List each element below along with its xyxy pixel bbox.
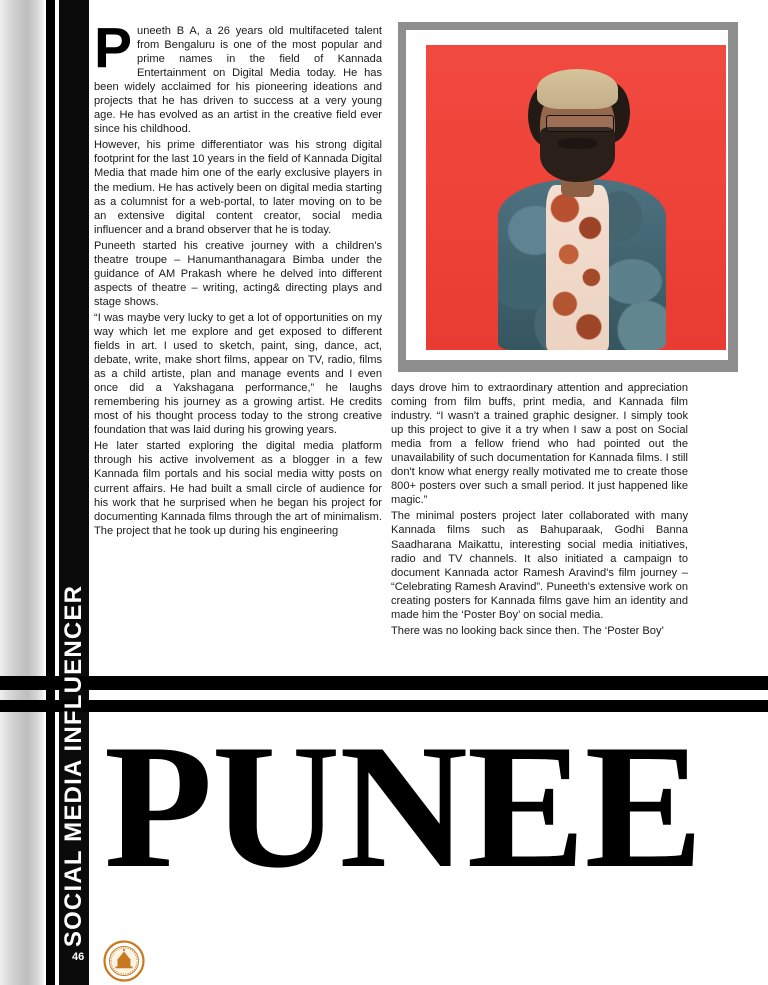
article-right-column <box>391 381 688 640</box>
photo-beard <box>540 127 615 182</box>
paragraph: days drove him to extraordinary attention and appreciation coming from film buffs, print media, and Kannada film industry. “I wasn't a trained graphic designer. I simply took up this project to give it a try when I saw a post on Social media from a fellow friend who had pointed out the unavailability of such documentation for Kannada films. I still don't know what energy really motivated me to create those 800+ posters over such a small period. It just happened like magic.” <box>391 382 688 507</box>
photo-floral-shirt <box>546 185 609 350</box>
page-spine-gradient <box>0 0 44 985</box>
divider-rule-top <box>0 676 768 690</box>
divider-rule-bottom <box>0 700 768 712</box>
photo-beanie-cap <box>537 69 618 109</box>
article-photo-frame <box>398 22 738 372</box>
photo-moustache <box>558 138 597 149</box>
page-title: PUNEE <box>104 722 703 890</box>
sidebar-black-bar <box>59 0 89 985</box>
paragraph <box>94 16 382 136</box>
photo-glasses <box>546 115 614 132</box>
paragraph: The minimal posters project later collaborated with many Kannada films such as Bahuparaak, Godhi Banna Saadharana Maikattu, interesting social media initiatives, radio and TV channels. It also initiated a campaign to document Kannada actor Ramesh Aravind's film journey – “Celebrating Ramesh Aravind”. Puneeth's extensive work on creating posters for Kannada films gave him an identity and made him the ‘Poster Boy’ on social media. <box>391 510 688 621</box>
article-left-column <box>94 16 382 540</box>
paragraph: “I was maybe very lucky to get a lot of opportunities on my way which let me explore and get exposed to different fields in art. I used to sketch, paint, sing, dance, act, debate, write, make short films, appear on TV, radio, films as a child artiste, plan and manage events and I even once did a Yakshagana performance,” he laughs remembering his journey as a growing artist. He credits most of his thought process today to the strong creative foundation that was laid during his growing years. <box>94 311 382 437</box>
portrait-photo <box>426 45 726 350</box>
photo-white-mat <box>406 30 728 360</box>
publisher-seal-icon <box>103 940 145 982</box>
section-label-text: SOCIAL MEDIA INFLUENCER <box>60 584 87 948</box>
paragraph: Puneeth started his creative journey with a children's theatre troupe – Hanumanthanagara Bimba under the guidance of AM Prakash where he delved into different aspects of theatre – writing, acting& directing plays and stage shows. <box>94 239 382 308</box>
paragraph-text: uneeth B A, a 26 years old multifaceted talent from Bengaluru is one of the most popular and prime names in the field of Kannada Entertainment on Digital Media today. He has been widely acclaimed for his pioneering ideations and projects that he has driven to success at a very young age. He has evolved as an artist in the creative field ever since his childhood. <box>94 25 382 136</box>
paragraph: He later started exploring the digital media platform through his active involvement as a blogger in a few Kannada film portals and his social media witty posts on current affairs. He had built a small circle of audience for his work that he surprised when he began his project for documenting Kannada films through the art of minimalism. The project that he took up during his engineering <box>94 440 382 537</box>
sidebar-thin-bar <box>46 0 55 985</box>
drop-cap: P <box>94 16 133 80</box>
paragraph: There was no looking back since then. The ‘Poster Boy’ <box>391 624 664 637</box>
page-number: 46 <box>72 951 85 963</box>
paragraph: However, his prime differentiator was his strong digital footprint for the last 10 years in the field of Kannada Digital Media that made him one of the early exclusive players in the medium. He has actively been on digital media starting as a columnist for a web-portal, to later moving on to be an extensive digital content creator, social media influencer and a brand observer that he is today. <box>94 139 382 236</box>
